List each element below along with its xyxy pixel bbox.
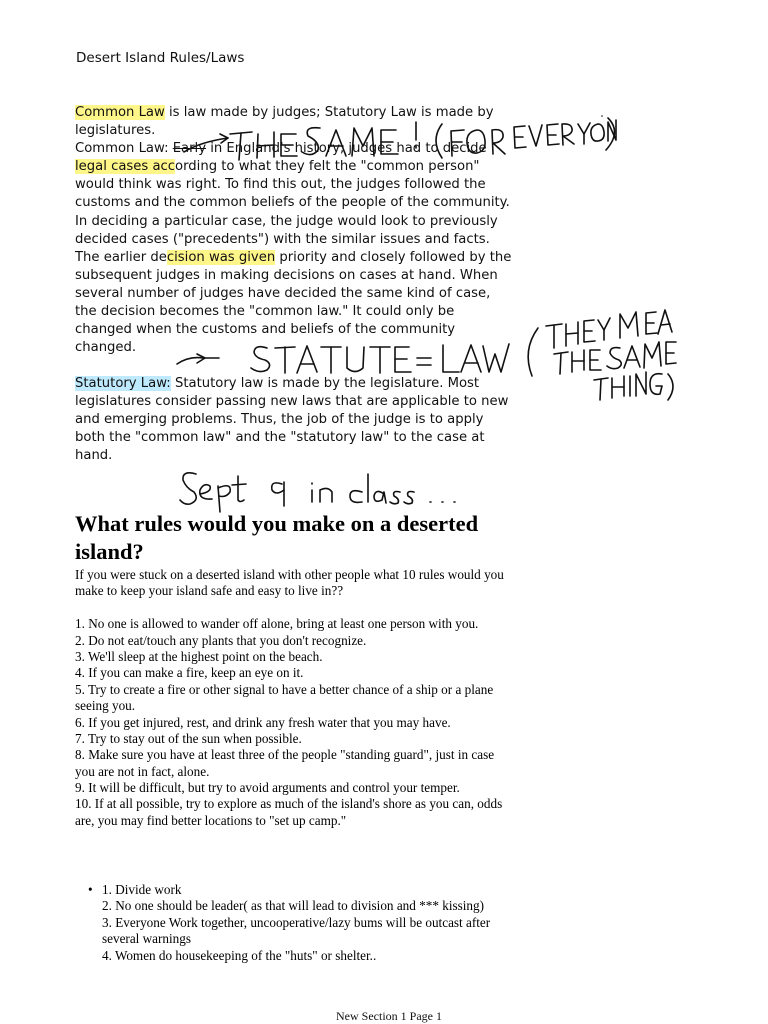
highlighted-text: Common Law — [75, 105, 165, 120]
rule-line: 5. Try to create a fire or other signal to have a better chance of a ship or a plane — [75, 681, 494, 697]
text-line — [75, 194, 565, 212]
bullet-item-text: 3. Everyone Work together, uncooperative/lazy bums will be outcast after — [102, 914, 491, 930]
statutory-law-section — [75, 375, 565, 465]
highlighted-text: legal cases acc — [75, 159, 176, 175]
text-line — [75, 122, 565, 140]
bullet-dot-icon: • — [88, 882, 93, 897]
text-line — [75, 447, 565, 465]
bullet-item — [88, 931, 490, 947]
rule-line: 10. If at all possible, try to explore as much of the island's shore as you can, odds — [75, 796, 503, 812]
rules-heading: What rules would you make on a deserted island? — [75, 511, 479, 564]
spacer — [75, 600, 555, 616]
bullet-item-text: 1. Divide work — [102, 882, 182, 897]
text-line — [75, 429, 565, 447]
bullet-item — [88, 915, 490, 931]
bullet-item-text: 4. Women do housekeeping of the "huts" or shelter.. — [102, 947, 377, 963]
line-text: and emerging problems. Thus, the job of the judge is to apply — [75, 412, 484, 428]
line-text: the decision becomes the "common law." It could only be — [75, 304, 455, 320]
text-line — [75, 339, 565, 357]
page-footer: New Section 1 Page 1 — [336, 1009, 442, 1023]
line-text: is law made by judges; Statutory Law is made by — [164, 105, 494, 120]
text-line — [75, 285, 565, 303]
line-text: legislatures consider passing new laws that are applicable to new — [75, 394, 509, 410]
line-text: several number of judges have decided the same kind of case, — [75, 285, 491, 301]
text-line — [75, 267, 565, 285]
highlighted-text: Statutory Law: — [75, 376, 171, 391]
text-line — [75, 375, 565, 393]
handwritten-note-the-same-tail — [600, 112, 628, 156]
bullet-list — [88, 882, 490, 964]
text-line — [75, 176, 565, 194]
text-line — [75, 321, 565, 339]
bullet-item — [88, 898, 490, 914]
text-line — [75, 104, 565, 122]
line-text: would think was right. To find this out, the judges followed the — [75, 177, 486, 193]
text-line — [75, 303, 565, 321]
intro-line: make to keep your island safe and easy to live in?? — [75, 583, 344, 599]
line-text: decided cases ("precedents") with the similar issues and facts. — [75, 231, 490, 247]
rule-line: you are not in fact, alone. — [75, 763, 210, 779]
line-text: priority and closely followed by the — [275, 249, 512, 265]
struck-text: Early — [172, 141, 207, 157]
line-text: legislatures. — [75, 123, 156, 139]
line-text: ording to what they felt the "common person" — [175, 159, 480, 175]
line-text: both the "common law" and the "statutory law" to the case at — [75, 430, 485, 446]
text-line — [75, 213, 565, 231]
text-line — [75, 249, 565, 267]
text-line — [75, 393, 565, 411]
line-text: Statutory law is made by the legislature. Most — [170, 376, 480, 391]
rule-line: 3. We'll sleep at the highest point on the beach. — [75, 648, 323, 664]
document-title: Desert Island Rules/Laws — [76, 50, 245, 66]
text-line — [75, 231, 565, 249]
text-line — [75, 140, 565, 158]
line-text: The earlier de — [75, 249, 167, 265]
bullet-item-text: 2. No one should be leader( as that will lead to division and *** kissing) — [102, 898, 485, 914]
text-line — [75, 158, 565, 176]
bullet-item — [88, 882, 490, 898]
text-line — [75, 411, 565, 429]
common-law-section — [75, 104, 565, 357]
bullet-item-text: several warnings — [102, 931, 191, 947]
rule-line: 2. Do not eat/touch any plants that you don't recognize. — [75, 632, 367, 648]
rule-line: are, you may find better locations to "set up camp." — [75, 812, 347, 828]
rule-line: seeing you. — [75, 698, 136, 714]
line-text: hand. — [75, 448, 113, 464]
rules-content — [75, 567, 555, 829]
intro-line: If you were stuck on a deserted island with other people what 10 rules would you — [75, 567, 504, 582]
line-text: In deciding a particular case, the judge would look to previously — [75, 213, 498, 229]
line-text: changed. — [75, 340, 137, 356]
line-text: Common Law: — [75, 141, 173, 157]
rule-line: 8. Make sure you have at least three of the people "standing guard", just in case — [75, 747, 495, 763]
rule-line: 9. It will be difficult, but try to avoid arguments and control your temper. — [75, 780, 460, 796]
rule-line: 1. No one is allowed to wander off alone, bring at least one person with you. — [75, 616, 479, 632]
line-text: in England's history, judges had to decide — [206, 141, 487, 157]
rule-line: 6. If you get injured, rest, and drink any fresh water that you may have. — [75, 714, 451, 730]
rule-line: 7. Try to stay out of the sun when possible. — [75, 730, 302, 746]
line-text: customs and the common beliefs of the people of the community. — [75, 195, 510, 211]
handwritten-note-sept-9 — [178, 466, 468, 514]
bullet-item — [88, 948, 490, 964]
line-text: subsequent judges in making decisions on cases at hand. When — [75, 267, 498, 283]
highlighted-text: cision was given — [166, 249, 276, 265]
rule-line: 4. If you can make a fire, keep an eye on it. — [75, 665, 304, 681]
line-text: changed when the customs and beliefs of the community — [75, 322, 456, 338]
